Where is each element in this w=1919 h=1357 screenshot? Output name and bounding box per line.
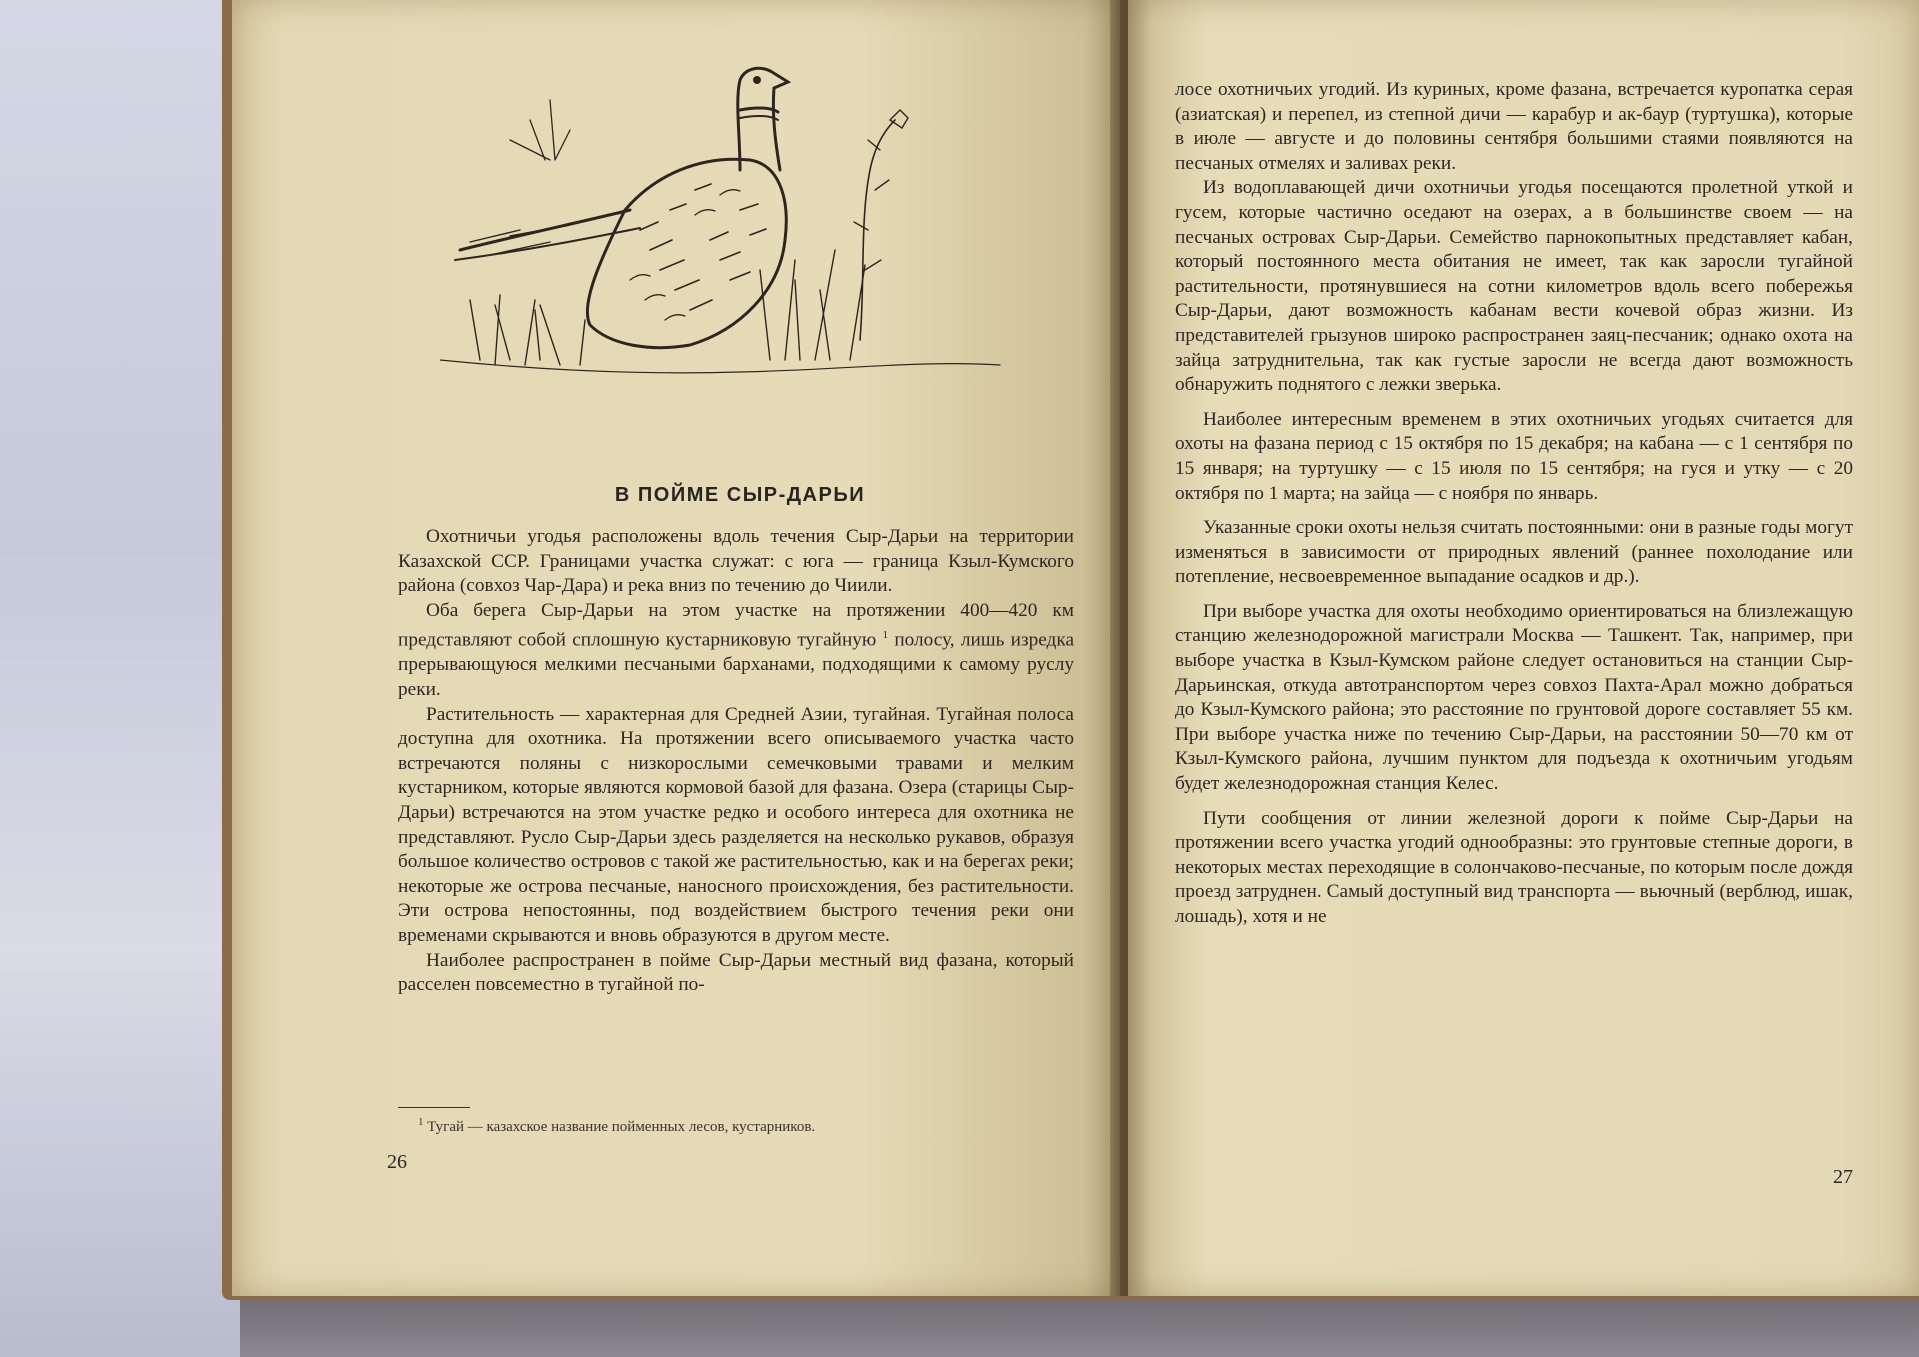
paragraph: Наиболее распространен в пойме Сыр-Дарьи местный вид фазана, который расселен повсеместно в тугайной по- bbox=[398, 949, 1074, 996]
paragraph bbox=[398, 599, 1074, 703]
page-number-left: 26 bbox=[387, 1151, 407, 1173]
footnote-text: Тугай — казахское название пойменных лесов, кустарников. bbox=[427, 1119, 816, 1135]
footnote-marker: 1 bbox=[882, 629, 889, 642]
pheasant-illustration bbox=[440, 60, 1040, 480]
paragraph: При выборе участка для охоты необходимо ориентироваться на близлежащую станцию железнодорожной магистрали Москва — Ташкент. Так, например, при выборе участка в Кзыл-Кумском районе следует остановиться на станции Сыр-Дарьинская, откуда автотранспортом через совхоз Пахта-Арал можно добраться до Кзыл-Кумского района; это расстояние по грунтовой дороге составляет 55 км. При выборе участка ниже по течению Сыр-Дарьи, на расстоянии 50—70 км от Кзыл-Кумского района, лучшим пунктом для подъезда к охотничьим угодьям будет железнодорожная станция Келес. bbox=[1175, 600, 1853, 795]
paragraph: Наиболее интересным временем в этих охотничьих угодьях считается для охоты на фазана период с 15 октября по 15 декабря; на кабана — с 1 сентября по 15 января; на туртушку — с 15 июля по 15 сентября; на гуся и утку — с 20 октября по 1 марта; на зайца — с ноября по январь. bbox=[1175, 408, 1853, 504]
paragraph: Пути сообщения от линии железной дороги к пойме Сыр-Дарьи на протяжении всего участка угодий однообразны: это грунтовые степные дороги, в некоторых местах переходящие в солончаково-песчаные, по которым после дождя проезд затруднен. Самый доступный вид транспорта — вьючный (верблюд, ишак, лошадь), хотя и не bbox=[1175, 807, 1854, 927]
paragraph: Охотничьи угодья расположены вдоль течения Сыр-Дарьи на территории Казахской ССР. Границами участка служат: с юга — граница Кзыл-Кумского района (совхоз Чар-Дара) и река вниз по течению до Чиили. bbox=[398, 526, 1074, 597]
paragraph-text: полосу, лишь изредка прерывающуюся мелкими песчаными барханами, подходящими к самому руслу реки. bbox=[398, 629, 1074, 700]
right-page-text bbox=[1175, 78, 1853, 930]
left-page-text bbox=[398, 525, 1074, 998]
paragraph: лосе охотничьих угодий. Из куриных, кроме фазана, встречается куропатка серая (азиатская) и перепел, из степной дичи — карабур и ак-баур (туртушка), которые в июле — августе и до половины сентября большими стаями появляются на песчаных отмелях и заливах реки. bbox=[1175, 79, 1853, 174]
section-heading: В ПОЙМЕ СЫР-ДАРЬИ bbox=[614, 484, 866, 506]
footnote bbox=[418, 1116, 1038, 1136]
paragraph-text: Оба берега Сыр-Дарьи на этом участке на протяжении 400—420 км представляют собой сплошную кустарниковую тугайную bbox=[398, 599, 1074, 651]
table-surface bbox=[240, 1290, 1919, 1357]
footnote-divider bbox=[398, 1107, 470, 1108]
footnote-marker: 1 bbox=[418, 1116, 424, 1128]
paragraph: Растительность — характерная для Средней Азии, тугайная. Тугайная полоса доступна для охотника. На протяжении всего описываемого участка часто встречаются поляны с низкорослыми семечковыми травами и мелким кустарником, которые являются кормовой базой для фазана. Озера (старицы Сыр-Дарьи) встречаются на этом участке редко и особого интереса для охотника не представляют. Русло Сыр-Дарьи здесь разделяется на несколько рукавов, образуя большое количество островов с такой же растительностью, как и на берегах реки; некоторые же острова песчаные, наносного происхождения, без растительности. Эти острова непостоянны, под воздействием быстрого течения реки они временами скрываются и вновь образуются в другом месте. bbox=[398, 703, 1074, 946]
paragraph: Указанные сроки охоты нельзя считать постоянными: они в разные годы могут изменяться в зависимости от природных явлений (раннее похолодание или потепление, несвоевременное выпадание осадков и др.). bbox=[1175, 517, 1853, 588]
page-number-right: 27 bbox=[1833, 1166, 1853, 1188]
paragraph: Из водоплавающей дичи охотничьи угодья посещаются пролетной уткой и гусем, которые частично оседают на озерах, а в большинстве своем — на песчаных островах Сыр-Дарьи. Семейство парнокопытных представляет кабан, который постоянного места обитания не имеет, так как заросли тугайной растительности, протянувшиеся на сотни километров вдоль всего побережья Сыр-Дарьи, дают возможность кабанам вести кочевой образ жизни. Из представителей грызунов широко распространен заяц-песчаник; однако охота на зайца затруднительна, так как густые заросли не всегда дают возможность обнаружить поднятого с лежки зверька. bbox=[1175, 177, 1853, 396]
background-surface bbox=[0, 0, 240, 1357]
